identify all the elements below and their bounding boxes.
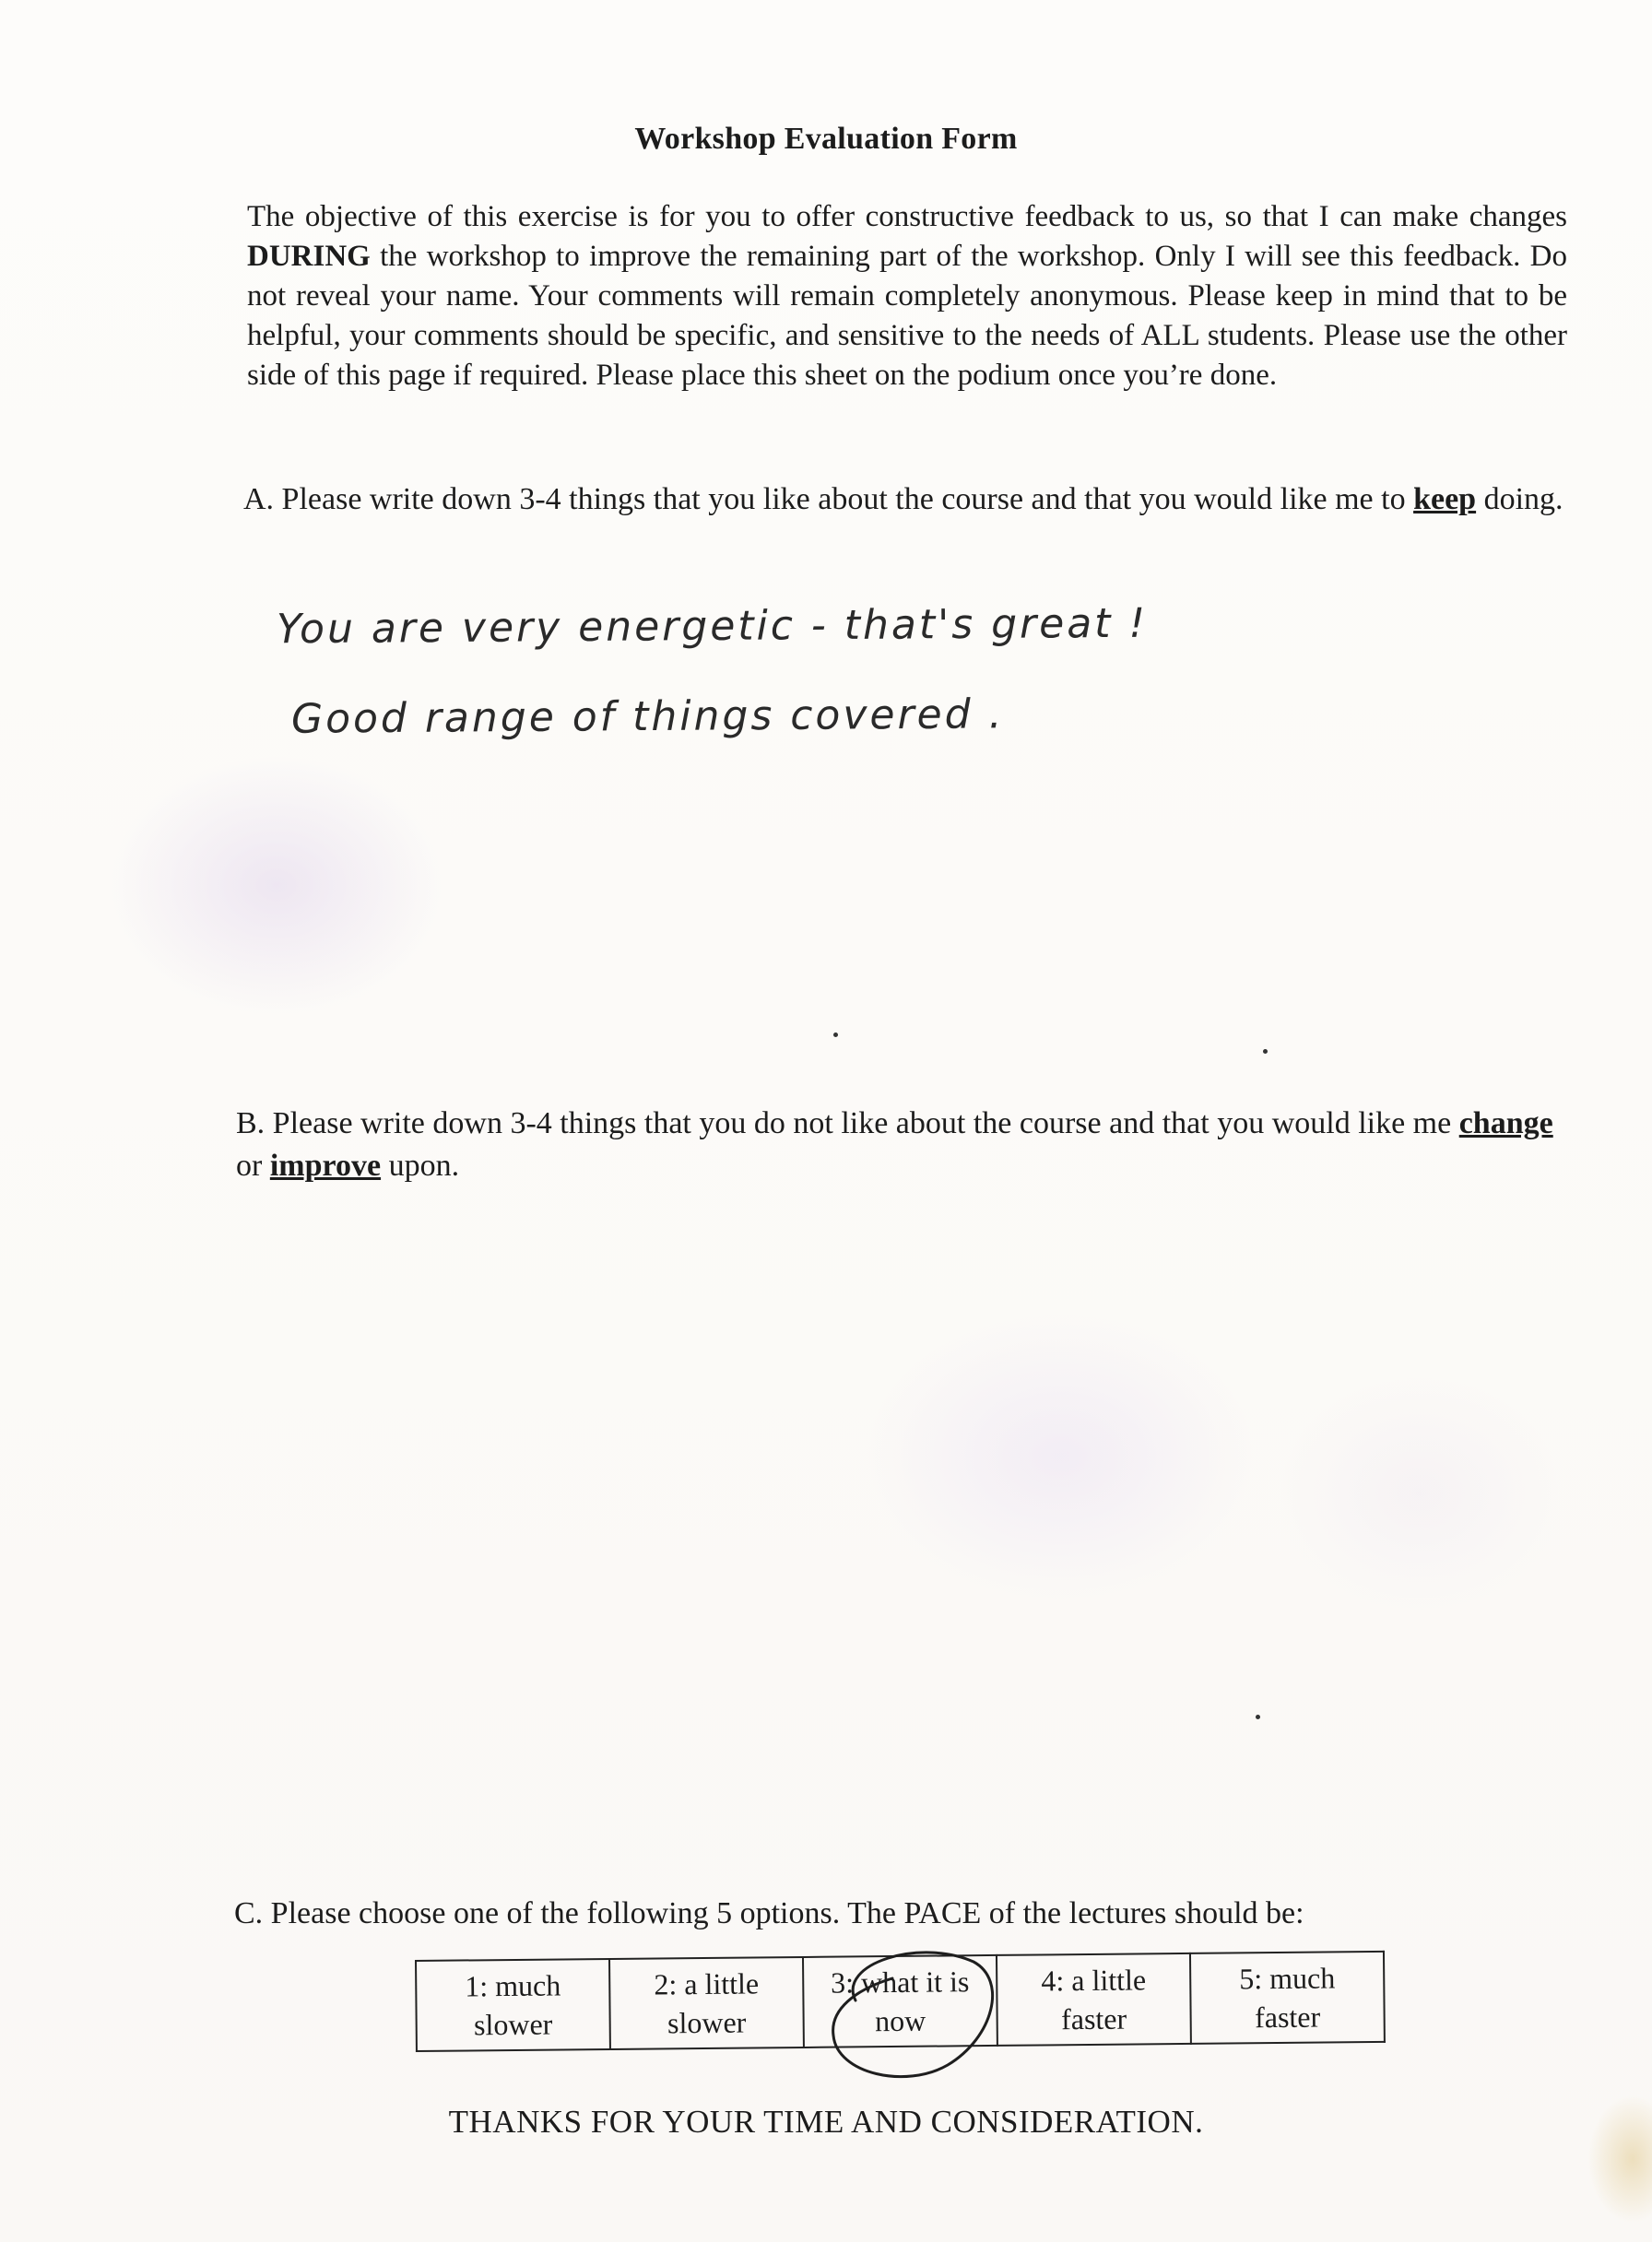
pace-option-1-label: 1: much slower (465, 1968, 561, 2042)
section-a-text-before: A. Please write down 3-4 things that you like about the course and that you would like me to (243, 482, 1414, 516)
pace-option-1[interactable] (416, 1959, 610, 2051)
section-b-text-before: B. Please write down 3-4 things that you do not like about the course and that you would like me (236, 1106, 1459, 1140)
section-a-text-after: doing. (1476, 482, 1564, 516)
pace-option-3[interactable] (803, 1955, 997, 2047)
section-b-text-middle: or (236, 1149, 270, 1183)
intro-text-part2: the workshop to improve the remaining part of the workshop. Only I will see this feedback. Do not reveal your name. Your comments will remain completely anonymous. Please keep in mind that to be helpful, your comments should be specific, and sensitive to the needs of ALL students. Please use the other side of this page if required. Please place this sheet on the podium once you’re done. (247, 240, 1567, 392)
intro-emphasis: DURING (247, 240, 371, 273)
section-c-question: C. Please choose one of the following 5 options. The PACE of the lectures should be: (234, 1896, 1304, 1930)
pace-option-4-label: 4: a little faster (1041, 1963, 1147, 2036)
section-b-question (236, 1103, 1564, 1187)
thanks-message: THANKS FOR YOUR TIME AND CONSIDERATION. (448, 2104, 1204, 2140)
pace-option-5-label: 5: much faster (1239, 1961, 1336, 2035)
pace-option-2-label: 2: a little slower (654, 1966, 760, 2040)
handwritten-response-1: You are very energetic - that's great ! (276, 599, 1149, 654)
pace-options-row (416, 1952, 1385, 2051)
intro-text-part1: The objective of this exercise is for you to offer constructive feedback to us, so that I can make changes (247, 200, 1567, 233)
pace-option-5[interactable] (1190, 1952, 1385, 2044)
intro-paragraph (247, 197, 1567, 395)
section-b-keyword-change: change (1458, 1106, 1553, 1140)
pace-option-2[interactable] (609, 1957, 804, 2049)
section-a-keyword: keep (1413, 482, 1477, 516)
handwritten-response-2: Good range of things covered . (290, 690, 1005, 743)
section-b-text-after: upon. (381, 1149, 460, 1183)
ink-speck (1256, 1715, 1260, 1719)
pace-options-table (415, 1951, 1386, 2052)
ink-speck (1263, 1049, 1268, 1054)
pace-option-3-label: 3: what it is now (830, 1965, 970, 2038)
pace-option-4[interactable] (997, 1953, 1191, 2046)
section-b-keyword-improve: improve (269, 1149, 382, 1183)
ink-speck (833, 1032, 838, 1037)
section-a-question (243, 479, 1567, 520)
form-title: Workshop Evaluation Form (634, 122, 1018, 156)
